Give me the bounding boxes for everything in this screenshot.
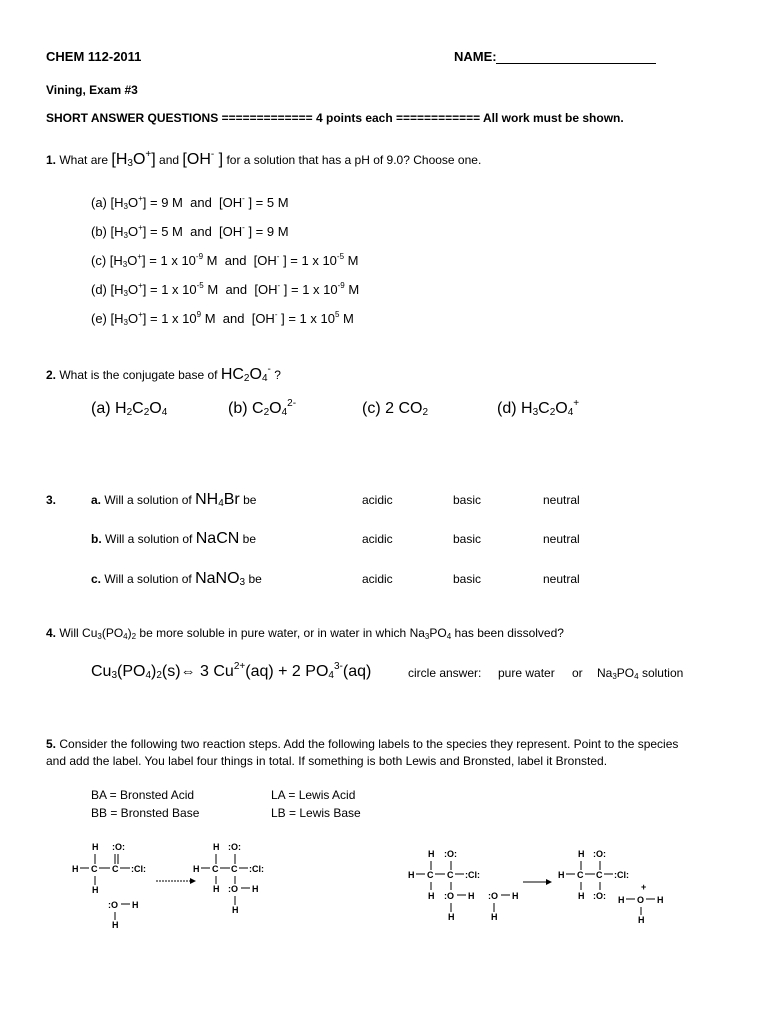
svg-text::O:: :O: — [444, 849, 457, 859]
svg-text::Cl:: :Cl: — [465, 870, 480, 880]
q2-option-d[interactable]: (d) $H_3C_2O_4^+$ — [497, 398, 580, 418]
q3c-basic[interactable]: basic — [453, 572, 482, 586]
q4-prompt: 4. Will $Cu_3(PO_4)_2$ be more soluble in pure water, or in water in which $Na_3PO_4$ has been dissolved? — [46, 626, 564, 641]
svg-text:H: H — [657, 895, 664, 905]
q3a-neutral[interactable]: neutral — [543, 493, 580, 507]
q1-option-a[interactable]: (a) $[H_3O^+] = 9$ M and [OH- ] = 5 M — [91, 194, 289, 211]
q3b-neutral[interactable]: neutral — [543, 532, 580, 546]
svg-text:H: H — [558, 870, 565, 880]
product-tetrahedral-intermediate[interactable] — [193, 842, 264, 915]
svg-text:H: H — [512, 891, 519, 901]
svg-text::Cl:: :Cl: — [131, 864, 146, 874]
svg-text:H: H — [72, 864, 79, 874]
reaction-step-1-diagram[interactable] — [70, 835, 275, 930]
svg-text:C: C — [212, 864, 219, 874]
q5-prompt-line1: 5. Consider the following two reaction steps. Add the following labels to the species they represent. Point to the species — [46, 737, 679, 751]
reactant-intermediate-with-water[interactable] — [408, 849, 480, 922]
course-title: CHEM 112-2011 — [46, 49, 142, 64]
svg-text:H: H — [578, 891, 585, 901]
q3c-neutral[interactable]: neutral — [543, 572, 580, 586]
svg-text:H: H — [428, 891, 435, 901]
q1-number: 1. — [46, 153, 57, 167]
svg-text::O:: :O: — [112, 842, 125, 852]
svg-text::Cl:: :Cl: — [249, 864, 264, 874]
svg-text:H: H — [92, 842, 99, 852]
svg-text:H: H — [193, 864, 200, 874]
svg-text:H: H — [92, 885, 99, 895]
exam-label: Vining, Exam #3 — [46, 83, 138, 97]
svg-text:H: H — [448, 912, 455, 922]
svg-text:H: H — [112, 920, 119, 930]
q2-option-a[interactable]: (a) $H_2C_2O_4$ — [91, 400, 168, 418]
q3-number: 3. — [46, 493, 57, 507]
product-hydronium[interactable] — [618, 882, 664, 925]
q4-circle-label: circle answer: — [408, 666, 482, 680]
q1-prompt: 1. What are $[H_3O^+]$ and [OH- ] for a solution that has a pH of 9.0? Choose one. — [46, 149, 482, 169]
product-alkoxide[interactable] — [558, 849, 629, 901]
label-bb: BB = Bronsted Base — [91, 806, 200, 820]
nano3-formula: NaNO$_3$ — [195, 570, 246, 588]
q3b-acidic[interactable]: acidic — [362, 532, 393, 546]
hydronium-formula: $[H_3O^+]$ — [111, 149, 156, 169]
q3b-basic[interactable]: basic — [453, 532, 482, 546]
q3a-basic[interactable]: basic — [453, 493, 482, 507]
svg-text:H: H — [578, 849, 585, 859]
reactant-hydroxide[interactable] — [108, 900, 139, 930]
svg-text::O:: :O: — [593, 891, 606, 901]
label-la: LA = Lewis Acid — [271, 788, 356, 802]
nacn-formula: NaCN — [195, 530, 240, 547]
svg-text::O: :O — [488, 891, 498, 901]
svg-text:C: C — [427, 870, 434, 880]
svg-text:C: C — [231, 864, 238, 874]
svg-text:H: H — [638, 915, 645, 925]
svg-text:C: C — [447, 870, 454, 880]
q1-option-d[interactable]: (d) $[H_3O^+] = 1$ x $10^{-5}$ M and [OH- ] = 1 x $10^{-9}$ M — [91, 281, 360, 298]
svg-text::O:: :O: — [228, 842, 241, 852]
q5-prompt-line2: and add the label. You label four things in total. If something is both Lewis and Bronsted, label it Bronsted. — [46, 754, 608, 768]
equilibrium-arrow-icon: ⇔ — [180, 663, 196, 680]
q3-row-c: c. Will a solution of NaNO$_3$ be — [91, 570, 262, 588]
svg-text::O:: :O: — [593, 849, 606, 859]
q1-option-e[interactable]: (e) $[H_3O^+] = 1$ x $10^9$ M and [OH- ] = 1 x $10^5$ M — [91, 310, 354, 327]
svg-text:H: H — [408, 870, 415, 880]
svg-text::O: :O — [228, 884, 238, 894]
svg-text:+: + — [641, 882, 647, 892]
reactant-hydroxide-2[interactable] — [488, 891, 519, 922]
nh4br-formula: $NH_4Br$ — [195, 491, 240, 509]
q1-option-c[interactable]: (c) $[H_3O^+] = 1$ x $10^{-9}$ M and [OH- ] = 1 x $10^{-5}$ M — [91, 252, 359, 269]
svg-text::Cl:: :Cl: — [614, 870, 629, 880]
svg-text:H: H — [428, 849, 435, 859]
q2-option-c[interactable]: (c) 2 $CO_2$ — [362, 400, 429, 418]
label-ba: BA = Bronsted Acid — [91, 788, 195, 802]
svg-text:C: C — [91, 864, 98, 874]
q2-number: 2. — [46, 368, 57, 382]
svg-text::O: :O — [444, 891, 454, 901]
svg-text::O: :O — [108, 900, 118, 910]
svg-text:H: H — [232, 905, 239, 915]
q4-equilibrium-equation: $Cu_3(PO_4)_2(s)\Leftrightarrow$ 3 $Cu^{2+}(aq) + 2$ $PO_4^{3-}(aq)$ — [91, 661, 372, 681]
svg-text:C: C — [577, 870, 584, 880]
reaction-step-2-diagram[interactable] — [405, 845, 675, 930]
q3-row-b: b. Will a solution of NaCN be — [91, 530, 256, 547]
q4-or: or — [572, 666, 583, 680]
q3a-acidic[interactable]: acidic — [362, 493, 393, 507]
section-heading: SHORT ANSWER QUESTIONS ============= 4 points each ============ All work must be shown. — [46, 111, 624, 125]
q4-option-pure-water[interactable]: pure water — [498, 666, 555, 680]
svg-text:H: H — [252, 884, 259, 894]
name-label: NAME: — [454, 49, 497, 64]
svg-text:H: H — [213, 842, 220, 852]
svg-text:H: H — [213, 884, 220, 894]
q1-option-b[interactable]: (b) $[H_3O^+] = 5$ M and [OH- ] = 9 M — [91, 223, 289, 240]
label-lb: LB = Lewis Base — [271, 806, 361, 820]
svg-text:H: H — [468, 891, 475, 901]
hydroxide-formula: [OH- ] — [182, 149, 224, 168]
hc2o4-formula: $HC_2O_4^-$ — [220, 364, 271, 384]
name-blank-line[interactable] — [496, 63, 656, 64]
q4-option-na3po4-solution[interactable]: $Na_3PO_4$ solution — [597, 666, 684, 681]
q3c-acidic[interactable]: acidic — [362, 572, 393, 586]
q3-row-a: a. Will a solution of $NH_4Br$ be — [91, 491, 257, 509]
svg-text:C: C — [112, 864, 119, 874]
q2-option-b[interactable]: (b) $C_2O_4^{2-}$ — [228, 398, 297, 418]
svg-text:H: H — [491, 912, 498, 922]
q2-prompt: 2. What is the conjugate base of $HC_2O_4^-$ ? — [46, 364, 281, 384]
svg-text:H: H — [618, 895, 625, 905]
reactant-acyl-chloride[interactable] — [72, 842, 146, 895]
svg-text:H: H — [132, 900, 139, 910]
svg-text:C: C — [596, 870, 603, 880]
svg-text:O: O — [637, 895, 645, 905]
